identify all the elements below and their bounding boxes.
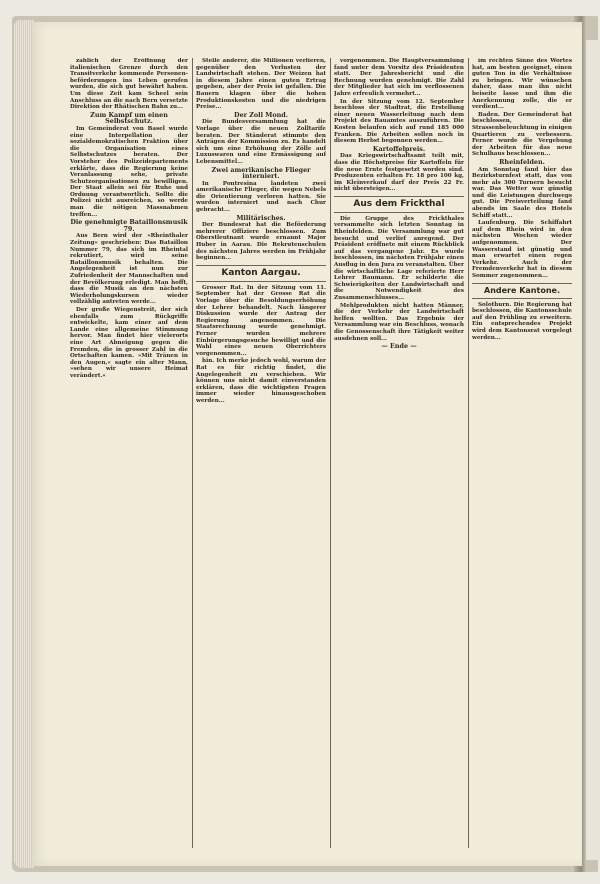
column-2 [196,58,326,848]
andere-kantone-rule-bottom [472,298,572,299]
col3-body-3: Die Gruppe des Frickthales versammelte sich letzten Sonntag in Rheinfelden. Die Versammlung war gut besucht und verlief anregend. Der Präsident eröffnete mit einem Rückblick auf das vergangene Jahr. Es wurde beschlossen, im nächsten Frühjahr einen Ausflug in den Jura zu veranstalten. Über die wirtschaftliche Lage referierte Herr Lehrer Baumann. Er schilderte die Schwierigkeiten der Landwirtschaft und die Notwendigkeit des Zusammenschlusses... [334,215,464,301]
canton-aargau-heading: Kanton Aargau. [221,267,301,278]
col3-heading-1: Kartoffelpreis. [372,144,426,153]
facing-page-strip [586,40,600,860]
column-3 [334,58,464,848]
col2-heading-3: Militärisches. [236,213,286,222]
canton-rule-bottom [196,281,326,282]
frickthal-rule-bottom [334,212,464,213]
col4-body-1: Baden. Der Gemeinderat hat beschlossen, die Strassenbeleuchtung in einigen Quartieren zu verbessern. Ferner wurde die Vergebung der Arbeiten für das neue Schulhaus beschlossen... [472,111,572,158]
col1-heading-2: Die genehmigte Bataillonsmusik 79. [70,218,188,233]
frickthal-rule-top [334,196,464,197]
col3-end-mark: — Ende — [381,342,417,351]
col3-body-2: Das Kriegswirtschaftsamt teilt mit, dass die Höchstpreise für Kartoffeln für die neue Ernte festgesetzt worden sind. Produzenten erhalten Fr. 18 pro 100 kg, im Kleinverkauf darf der Preis 22 Fr. nicht übersteigen... [334,153,464,193]
col4-body-4: Solothurn. Die Regierung hat beschlossen, die Kantonsschule auf den Frühling zu erweitern. Ein entsprechendes Projekt wird dem Kantonsrat vorgelegt werden... [472,301,572,341]
col2-body-2: In Pontresina landeten zwei amerikanische Flieger, die wegen Nebels die Orientierung verloren hatten. Sie wurden interniert und nach Chur gebracht... [196,180,326,214]
col3-body-1: In der Sitzung vom 12. September beschloss der Stadtrat, die Erstellung einer neuen Wasserleitung nach dem Projekt des Bauamtes auszuführen. Die Kosten belaufen sich auf rund 185 000 Franken. Die Arbeiten sollen noch in diesem Herbst begonnen werden... [334,98,464,145]
col1-body-2: Aus Bern wird der »Rheinthaler Zeitung« geschrieben: Das Bataillon Nummer 79, das sich im Rheintal rekrutiert, wird seine Bataillonsmusik behalten. Die Angelegenheit ist nun zur Zufriedenheit der Mannschaften und der Bevölkerung erledigt. Man hofft, dass die Musik an den nächsten Wiederholungskursen wieder vollzählig antreten werde... [70,233,188,306]
col3-bottom-text: Mehlprodukten nicht hatten Männer, die der Verkehr der Landwirtschaft helfen wollten. Das Ergebnis der Versammlung war ein Beschluss, wonach die Genossenschaft ihre Tätigkeit weiter ausdehnen soll... [334,302,464,342]
andere-kantone-rule-top [472,283,572,284]
col3-top-text: vorgenommen. Die Hauptversammlung fand unter dem Vorsitz des Präsidenten statt. Der Jahresbericht und die Rechnung wurden genehmigt. Die Zahl der Mitglieder hat sich im verflossenen Jahre erfreulich vermehrt... [334,58,464,97]
col4-top-text: im rechten Sinne des Wortes hat, am besten geeignet, einen guten Ton in die Verhältnisse zu bringen. Wir wünschen daher, dass man ihn nicht beiseite lasse und ihm die Anerkennung zolle, die er verdient... [472,58,572,111]
col2-heading-2: Zwei amerikanische Flieger interniert. [211,165,311,181]
col1-heading-1: Zum Kampf um einen Selbstschutz. [90,110,168,126]
col2-body-3: Der Bundesrat hat die Beförderung mehrerer Offiziere beschlossen. Zum Oberstleutnant wurde ernannt Major Huber in Aarau. Die Rekrutenschulen des nächsten Jahres werden im Frühjahr beginnen... [196,222,326,262]
column-rule-3 [468,58,469,848]
page-edges [14,20,34,868]
canton-rule-top [196,265,326,266]
col2-heading-1: Der Zoll Mond. [234,110,288,119]
col1-body-1: Im Gemeinderat von Basel wurde eine Interpellation der sozialdemokratischen Fraktion über die Organisation eines Selbstschutzes beraten. Der Vorsteher des Polizeidepartements erklärte, dass die Regierung keine Veranlassung sehe, private Schutzorganisationen zu bewilligen. Der Staat allein sei für Ruhe und Ordnung verantwortlich. Sollte die Polizei nicht ausreichen, so werde man die nötigen Massnahmen treffen... [70,125,188,218]
col1-bottom-text: Der große Wiegenstreit, der sich ebenfalls zum Rückgriffe entwickelte, kam einer auf dem Lande eine allgemeine Stimmung hervor. Man findet hier vielerorts eine Art Abneigung gegen die Fremden, die in grosser Zahl in die Ortschaften kamen. »Mit Tränen in den Augen,« sagte ein alter Mann, »sehen wir unsere Heimat verändert.« [70,306,188,379]
frickthal-headline: Aus dem Frickthal [353,198,445,209]
col4-body-2: Am Sonntag fand hier das Bezirksturnfest statt, das von mehr als 300 Turnern besucht war. Das Wetter war günstig und die Leistungen durchwegs gut. Die Preisverteilung fand abends im Saale des Hotels Schiff statt... [472,166,572,219]
col2-body-1: Die Bundesversammlung hat die Vorlage über die neuen Zolltarife beraten. Der Ständerat stimmte den Anträgen der Kommission zu. Es handelt sich um eine Erhöhung der Zölle auf Luxuswaren und eine Ermässigung auf Lebensmittel... [196,119,326,165]
col2-top-text: Stelle anderer, die Millionen verlieren, gegenüber den Verlusten der Landwirtschaft stehen. Der Weizen hat in diesem Jahre einen guten Ertrag gegeben, aber der Preis ist gefallen. Die Bauern klagen über die hohen Produktionskosten und die niedrigen Preise... [196,58,326,111]
col2-body-4: Grosser Rat. In der Sitzung vom 11. September hat der Grosse Rat die Vorlage über die Besoldungserhöhung der Lehrer behandelt. Nach längerer Diskussion wurde der Antrag der Regierung angenommen. Die Staatsrechnung wurde genehmigt. Ferner wurden mehrere Einbürgerungsgesuche bewilligt und die Wahl eines neuen Oberrichters vorgenommen... [196,284,326,357]
col1-top-text: zahlich der Eröffnung der italienischen Grenze durch den Transitverkehr kommende Personen-beförderungen ins Leben gerufen wurden, die sich gut bewährt haben. Um diese Zeit kam Scheel sein Anschluss an die nach Bern versetzte Direktion der Rhätischen Bahn zu... [70,58,188,111]
column-rule-2 [330,58,331,848]
col2-bottom-text: hin. Ich merke jedoch wohl, warum der Rat es für richtig findet, die Angelegenheit zu verschieben. Wir können uns nicht damit einverstanden erklären, dass die wichtigsten Fragen immer wieder hinausgeschoben werden... [196,358,326,404]
col4-heading-1: Rheinfelden. [499,157,545,166]
col4-body-3: Laufenburg. Die Schiffahrt auf dem Rhein wird in den nächsten Wochen wieder aufgenommen. Der Wasserstand ist günstig und man erwartet einen regen Verkehr. Auch der Fremdenverkehr hat in diesem Sommer zugenommen... [472,220,572,279]
column-1 [70,58,188,848]
andere-kantone-heading: Andere Kantone. [484,285,560,295]
column-rule-1 [192,58,193,848]
column-4 [472,58,572,848]
